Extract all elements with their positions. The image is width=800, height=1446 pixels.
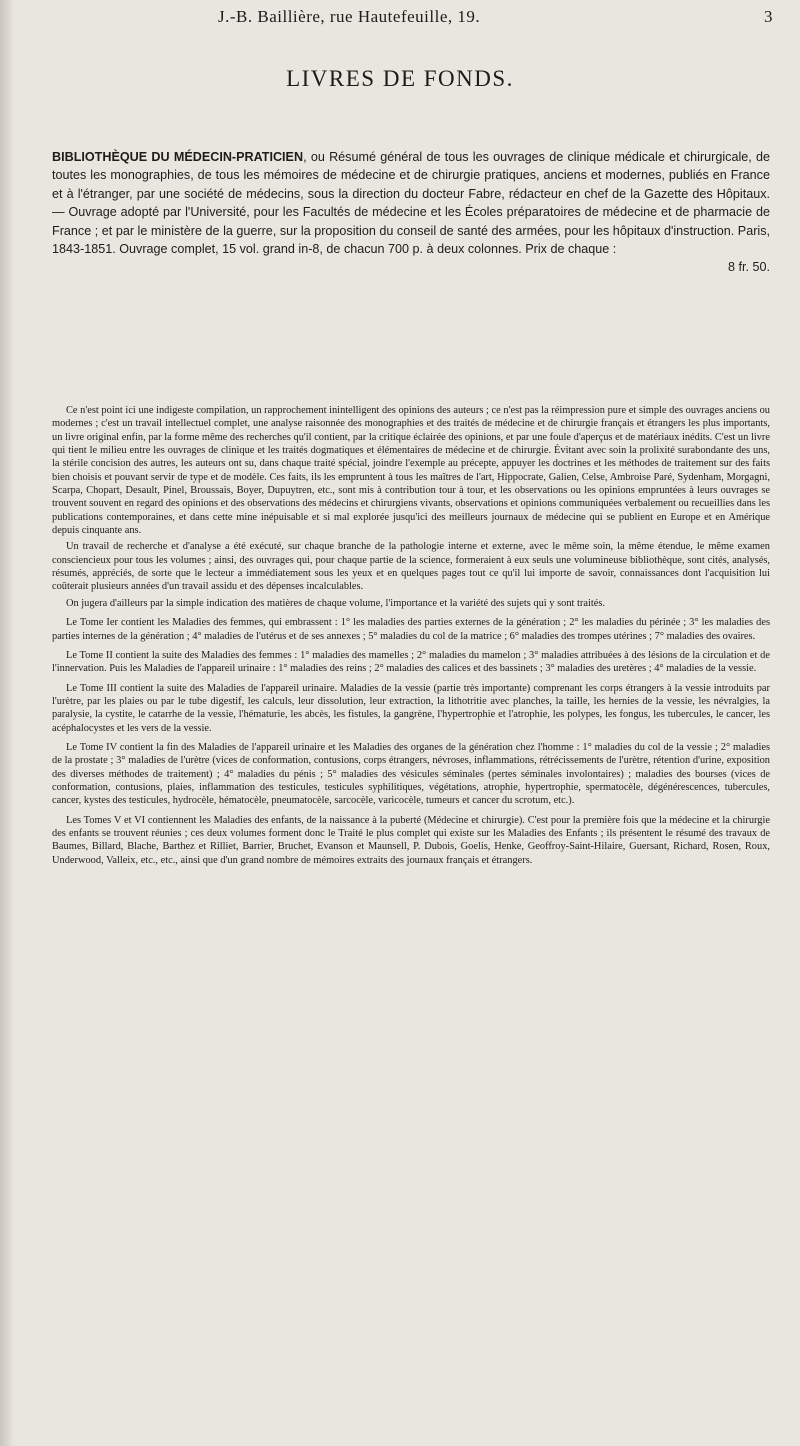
running-head: J.-B. Baillière, rue Hautefeuille, 19.: [218, 7, 481, 26]
volume-description: Le Tome II contient la suite des Maladies des femmes : 1° maladies des mamelles ; 2° maladies du mamelon ; 3° maladies attribuées à des lésions de la circulation et de l'innervation. Puis les Maladies de l'appareil urinaire : 1° maladies des reins ; 2° maladies des calices et des bassinets ; 3° maladies des uretères ; 4° maladies de la vessie.: [52, 649, 770, 675]
entry-description: , ou Résumé général de tous les ouvrages de clinique médicale et chirurgicale, de toutes les monographies, de tous les mémoires de médecine et de chirurgie pratiques, anciens et modernes, publiés en France et à l'étranger, par une société de médecins, sous la direction du docteur Fabre, rédacteur en chef de la Gazette des Hôpitaux. — Ouvrage adopté par l'Université, pour les Facultés de médecine et les Écoles préparatoires de médecine et de pharmacie de France ; et par le ministère de la guerre, sur la proposition du conseil de santé des armées, pour les hôpitaux d'instruction. Paris, 1843-1851. Ouvrage complet, 15 vol. grand in-8, de chacun 700 p. à deux colonnes. Prix de chaque :: [52, 150, 771, 257]
page-gutter-shadow: [0, 0, 14, 1446]
volume-description: Le Tome IV contient la fin des Maladies de l'appareil urinaire et les Maladies des organes de la génération chez l'homme : 1° maladies du col de la vessie ; 2° maladies de la prostate ; 3° maladies de l'urètre (vices de conformation, contusions, corps étrangers, névroses, inflammations, rétrécissements de l'urètre, rétention d'urine, exposition des diverses méthodes de traitement) ; 4° maladies du pénis ; 5° maladies des vésicules séminales (pertes séminales involontaires) ; maladies des bourses (vices de conformation, contusions, plaies, inflammation des testicules, testicules syphilitiques, végétations, atrophie, hypertrophie, spermatocèle, dégénérescences, tubercules, cancer, kystes des testicules, hydrocèle, hématocèle, pneumatocèle, sarcocèle, varicocèle, tumeurs et cancer du scrotum, etc.).: [52, 741, 770, 807]
note-paragraph: On jugera d'ailleurs par la simple indication des matières de chaque volume, l'importance et la variété des sujets qui y sont traités.: [66, 597, 605, 609]
note-paragraph: Ce n'est point ici une indigeste compilation, un rapprochement inintelligent des opinions des auteurs ; ce n'est pas la réimpression pure et simple des ouvrages anciens ou modernes ; c'est un travail intellectuel complet, une analyse raisonnée des monographies et des traités de médecine et de chirurgie français et étrangers les plus importants, un livre original enfin, par la forme même des recherches qu'il contient, par la critique éclairée des opinions, et par une foule d'aperçus et de matériaux inédits. C'est un livre qui tient le milieu entre les ouvrages de clinique et les traités dogmatiques et élémentaires de médecine et de chirurgie. Évitant avec soin la prolixité surabondante des uns, la stérile concision des autres, les auteurs ont su, dans chaque traité spécial, joindre l'exemple au précepte, appuyer les doctrines et les méthodes de traitement sur des faits bien choisis et pouvant servir de type et de modèle. Ces faits, ils les empruntent à tous les maîtres de l'art, Hippocrate, Galien, Celse, Ambroise Paré, Sydenham, Morgagni, Scarpa, Chopart, Desault, Pinel, Broussais, Boyer, Dupuytren, etc., sont mis à contribution tour à tour, et les observations ou les opinions empruntées à leurs ouvrages se trouvent souvent en regard des opinions et des observations des médecins et chirurgiens vivants, observations et opinions communiquées verbalement ou recueillies dans les publications contemporaines, et dans cette mine inépuisable et si mal explorée jusqu'ici des meilleurs journaux de médecine qui se publient en Europe et en Amérique depuis cinquante ans.: [52, 405, 770, 537]
catalog-entry: [52, 148, 770, 277]
running-header: [0, 5, 800, 31]
note-paragraph: Un travail de recherche et d'analyse a été exécuté, sur chaque branche de la pathologie interne et externe, avec le même soin, la même étendue, le même examen consciencieux pour tous les volumes ; ainsi, des ouvrages qui, pour chaque partie de la science, formeraient à eux seuls une volumineuse bibliothèque, sont cités, analysés, résumés, appréciés, de sorte que le lecteur a immédiatement sous les yeux et en quelques pages tout ce qu'il lui importe de savoir, connaissances dont l'acquisition lui coûterait plusieurs années d'un travail assidu et des dépenses incalculables.: [52, 541, 770, 593]
entry-lead: BIBLIOTHÈQUE DU MÉDECIN-PRATICIEN: [52, 150, 304, 164]
entry-notes: [52, 404, 770, 870]
entry-price: 8 fr. 50.: [727, 260, 770, 275]
volume-description: Le Tome III contient la suite des Maladies de l'appareil urinaire. Maladies de la vessie (partie très importante) comprenant les corps étrangers à la vessie introduits par l'urètre, par les plaies ou par le tube digestif, les calculs, leur dissolution, leur extraction, la lithotritie avec planches, la taille, les hernies de la vessie, les névralgies, la paralysie, la cystite, le catarrhe de la vessie, l'hématurie, les abcès, les fistules, la gangrène, l'hypertrophie et l'atrophie, les polypes, les fongus, les tubercules, le cancer, les acéphalocystes et les vers de la vessie.: [52, 682, 770, 734]
volume-description: Les Tomes V et VI contiennent les Maladies des enfants, de la naissance à la puberté (Médecine et chirurgie). C'est pour la première fois que la médecine et la chirurgie des enfants se trouvent réunies ; ces deux volumes forment donc le Traité le plus complet qui existe sur les Maladies des Enfants ; ils présentent le résumé des travaux de Baumes, Billard, Blache, Barthez et Rilliet, Barrier, Bruchet, Evanson et Maunsell, P. Dubois, Goelis, Henke, Geoffroy-Saint-Hilaire, Guersant, Richard, Rosen, Roux, Underwood, Valleix, etc., etc., ainsi que d'un grand nombre de mémoires extraits des journaux français et étrangers.: [52, 814, 770, 866]
volume-description: Le Tome Ier contient les Maladies des femmes, qui embrassent : 1° les maladies des parties externes de la génération ; 2° les maladies du périnée ; 3° les maladies des parties internes de la génération ; 4° maladies de l'utérus et de ses annexes ; 5° maladies du col de la matrice ; 6° maladies des trompes utérines ; 7° maladies des ovaires.: [52, 617, 770, 642]
page-number: 3: [764, 7, 773, 26]
page-title: LIVRES DE FONDS.: [286, 66, 514, 91]
